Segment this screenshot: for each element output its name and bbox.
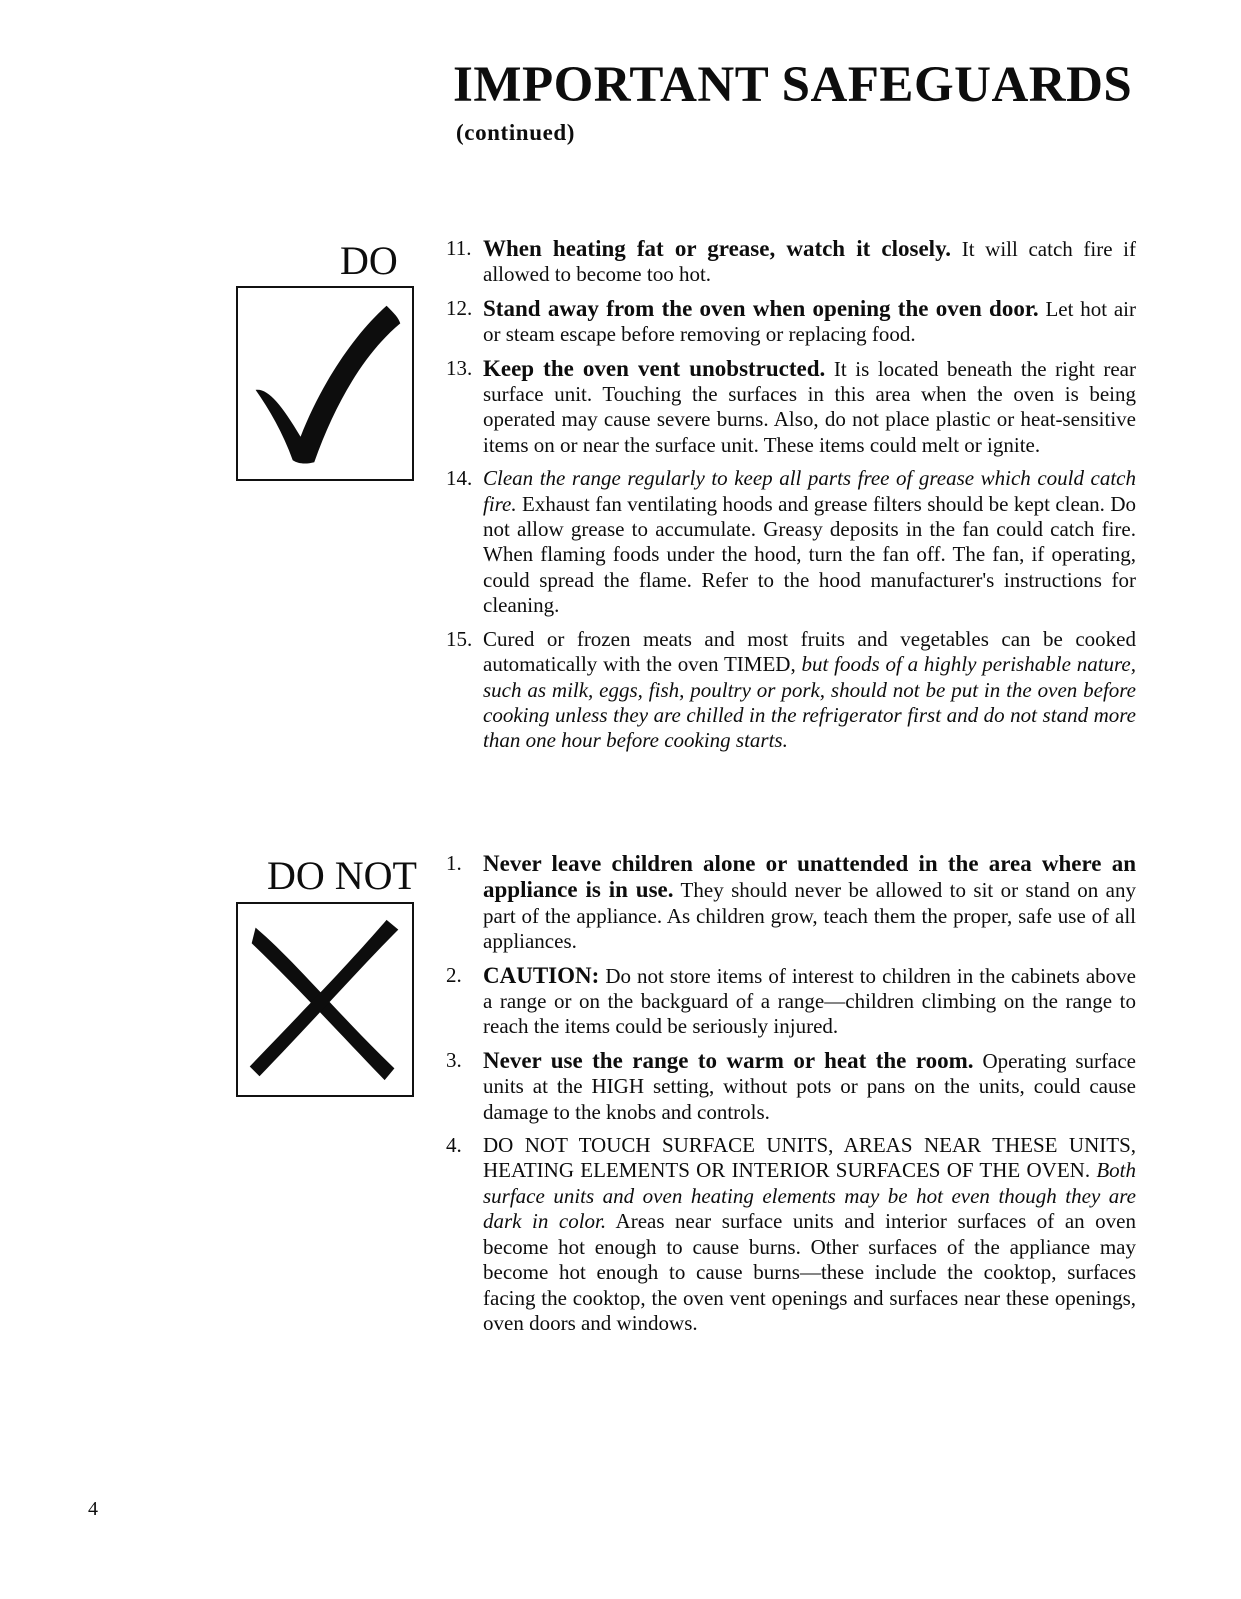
- item-number: 3.: [446, 1047, 462, 1072]
- item-lead: Never use the range to warm or heat the room.: [483, 1047, 974, 1073]
- item-text: Let hot air or steam escape before removing or replacing food.: [483, 296, 1136, 347]
- item-number: 11.: [446, 236, 472, 260]
- do-not-item-1: [446, 851, 1136, 955]
- do-item-14: [446, 466, 1136, 618]
- item-number: 2.: [446, 962, 462, 987]
- cross-icon: [238, 904, 412, 1095]
- item-number: 14.: [446, 466, 473, 491]
- item-number: 15.: [446, 626, 473, 651]
- item-text: Cured or frozen meats and most fruits and vegetables can be cooked automatically with the oven TIMED,: [483, 626, 1136, 677]
- item-number: 12.: [446, 295, 473, 320]
- item-text: Do not store items of interest to children in the cabinets above a range or on the backguard of a range—children climbing on the range to reach the items could be seriously injured.: [483, 963, 1136, 1039]
- do-item-13: [446, 356, 1136, 459]
- item-italic-text: but foods of a highly perishable nature, such as milk, eggs, fish, poultry or pork, should not be put in the oven before cooking unless they are chilled in the refrigerator first and do not stand more than one hour before cooking starts.: [483, 652, 1136, 753]
- do-not-item-4: [446, 1133, 1136, 1336]
- do-not-item-2: [446, 963, 1136, 1040]
- do-item-12: [446, 296, 1136, 348]
- do-list: [446, 236, 1136, 762]
- page-number: 4: [88, 1498, 98, 1520]
- item-number: 1.: [446, 851, 462, 875]
- do-not-icon-box: [236, 902, 414, 1097]
- page-subtitle: (continued): [456, 120, 576, 145]
- do-not-label: DO NOT: [267, 853, 417, 898]
- item-text: They should never be allowed to sit or stand on any part of the appliance. As children grow, teach them the proper, safe use of all appliances.: [483, 878, 1136, 954]
- item-text: Exhaust fan ventilating hoods and grease filters should be kept clean. Do not allow grease to accumulate. Greasy deposits in the fan could catch fire. When flaming foods under the hood, turn the fan off. The fan, if operating, could spread the flame. Refer to the hood manufacturer's instructions for cleaning.: [483, 491, 1136, 618]
- item-text: It is located beneath the right rear surface unit. Touching the surfaces in this area when the oven is being operated may cause severe burns. Also, do not place plastic or heat-sensitive items on or near the surface unit. These items could melt or ignite.: [483, 356, 1136, 457]
- page-title: IMPORTANT SAFEGUARDS: [453, 57, 1133, 113]
- item-lead: When heating fat or grease, watch it closely.: [483, 236, 952, 261]
- do-not-item-3: [446, 1048, 1136, 1125]
- checkmark-icon: [238, 288, 412, 479]
- item-number: 13.: [446, 355, 473, 380]
- item-lead: Never leave children alone or unattended in the area where an appliance is in use.: [483, 851, 1136, 903]
- item-text: Areas near surface units and interior surfaces of an oven become hot enough to cause burns. Other surfaces of the appliance may become hot enough to cause burns—these include the cooktop, surfaces facing the cooktop, the oven vent openings and surfaces near these openings, oven doors and windows.: [483, 1209, 1136, 1335]
- item-lead: Stand away from the oven when opening the oven door.: [483, 295, 1039, 321]
- item-number: 4.: [446, 1133, 462, 1158]
- item-lead: Keep the oven vent unobstructed.: [483, 355, 826, 381]
- do-not-list: [446, 851, 1136, 1344]
- do-item-15: [446, 627, 1136, 754]
- item-text: DO NOT TOUCH SURFACE UNITS, AREAS NEAR THESE UNITS, HEATING ELEMENTS OR INTERIOR SURFACES OF THE OVEN.: [483, 1133, 1136, 1183]
- item-italic-text: Clean the range regularly to keep all parts free of grease which could catch fire.: [483, 466, 1136, 516]
- item-lead: CAUTION:: [483, 962, 600, 988]
- do-label: DO: [340, 238, 398, 283]
- do-item-11: [446, 236, 1136, 288]
- do-icon-box: [236, 286, 414, 481]
- item-text: It will catch fire if allowed to become too hot.: [483, 237, 1137, 287]
- item-italic-text: Both surface units and oven heating elements may be hot even though they are dark in color.: [483, 1158, 1136, 1234]
- item-text: Operating surface units at the HIGH setting, without pots or pans on the units, could cause damage to the knobs and controls.: [483, 1048, 1136, 1124]
